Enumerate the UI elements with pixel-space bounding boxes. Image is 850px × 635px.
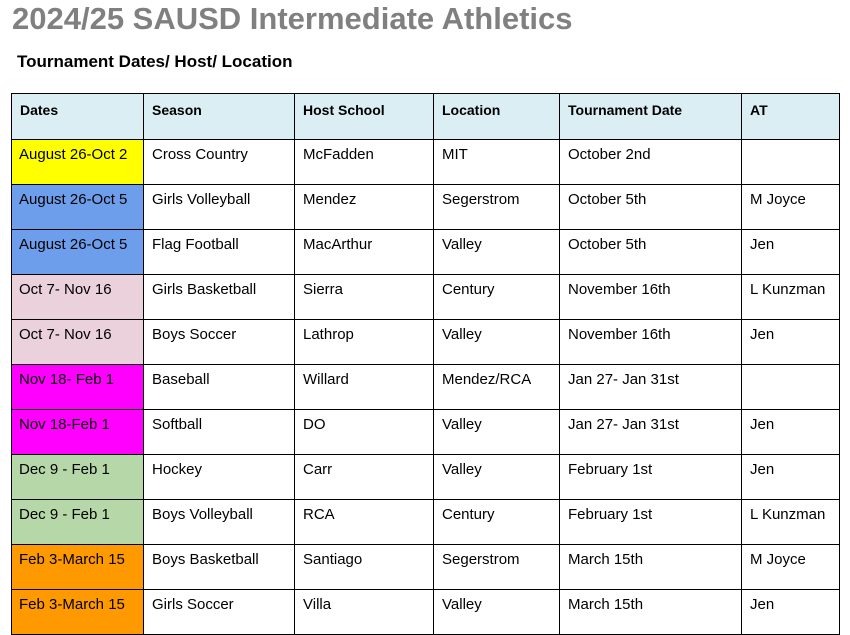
tournament-date-cell: Jan 27- Jan 31st bbox=[560, 410, 742, 455]
dates-cell: Oct 7- Nov 16 bbox=[12, 320, 144, 365]
location-cell: Valley bbox=[434, 320, 560, 365]
column-header-dates: Dates bbox=[12, 94, 144, 140]
table-row bbox=[12, 500, 840, 545]
host-school-cell: Sierra bbox=[295, 275, 434, 320]
table-row bbox=[12, 230, 840, 275]
season-cell: Boys Soccer bbox=[144, 320, 295, 365]
table-row bbox=[12, 455, 840, 500]
dates-cell: Nov 18-Feb 1 bbox=[12, 410, 144, 455]
location-cell: Valley bbox=[434, 230, 560, 275]
location-cell: Valley bbox=[434, 410, 560, 455]
dates-cell: August 26-Oct 5 bbox=[12, 230, 144, 275]
tournament-date-cell: March 15th bbox=[560, 545, 742, 590]
season-cell: Softball bbox=[144, 410, 295, 455]
season-cell: Girls Soccer bbox=[144, 590, 295, 635]
table-row bbox=[12, 590, 840, 635]
table-row bbox=[12, 365, 840, 410]
column-header-host-school: Host School bbox=[295, 94, 434, 140]
at-cell: M Joyce bbox=[742, 545, 840, 590]
location-cell: Segerstrom bbox=[434, 545, 560, 590]
location-cell: Valley bbox=[434, 590, 560, 635]
at-cell: L Kunzman bbox=[742, 275, 840, 320]
dates-cell: August 26-Oct 5 bbox=[12, 185, 144, 230]
season-cell: Cross Country bbox=[144, 140, 295, 185]
dates-cell: Oct 7- Nov 16 bbox=[12, 275, 144, 320]
at-cell: Jen bbox=[742, 590, 840, 635]
tournament-date-cell: February 1st bbox=[560, 455, 742, 500]
dates-cell: August 26-Oct 2 bbox=[12, 140, 144, 185]
season-cell: Flag Football bbox=[144, 230, 295, 275]
table-row bbox=[12, 410, 840, 455]
location-cell: Mendez/RCA bbox=[434, 365, 560, 410]
at-cell: Jen bbox=[742, 455, 840, 500]
host-school-cell: Santiago bbox=[295, 545, 434, 590]
season-cell: Baseball bbox=[144, 365, 295, 410]
host-school-cell: RCA bbox=[295, 500, 434, 545]
dates-cell: Nov 18- Feb 1 bbox=[12, 365, 144, 410]
at-cell: Jen bbox=[742, 320, 840, 365]
tournament-date-cell: October 2nd bbox=[560, 140, 742, 185]
dates-cell: Feb 3-March 15 bbox=[12, 545, 144, 590]
column-header-at: AT bbox=[742, 94, 840, 140]
at-cell: Jen bbox=[742, 410, 840, 455]
season-cell: Girls Basketball bbox=[144, 275, 295, 320]
tournament-date-cell: October 5th bbox=[560, 185, 742, 230]
tournament-date-cell: February 1st bbox=[560, 500, 742, 545]
location-cell: Valley bbox=[434, 455, 560, 500]
tournament-date-cell: November 16th bbox=[560, 320, 742, 365]
page-subtitle: Tournament Dates/ Host/ Location bbox=[17, 52, 293, 71]
location-cell: Century bbox=[434, 275, 560, 320]
at-cell: Jen bbox=[742, 230, 840, 275]
column-header-location: Location bbox=[434, 94, 560, 140]
tournament-date-cell: Jan 27- Jan 31st bbox=[560, 365, 742, 410]
tournament-date-cell: October 5th bbox=[560, 230, 742, 275]
host-school-cell: MacArthur bbox=[295, 230, 434, 275]
host-school-cell: Willard bbox=[295, 365, 434, 410]
column-header-season: Season bbox=[144, 94, 295, 140]
dates-cell: Feb 3-March 15 bbox=[12, 590, 144, 635]
table-body bbox=[12, 140, 840, 635]
host-school-cell: Carr bbox=[295, 455, 434, 500]
at-cell bbox=[742, 365, 840, 410]
season-cell: Hockey bbox=[144, 455, 295, 500]
host-school-cell: Lathrop bbox=[295, 320, 434, 365]
table-header-row bbox=[12, 94, 840, 140]
host-school-cell: DO bbox=[295, 410, 434, 455]
table-row bbox=[12, 320, 840, 365]
host-school-cell: Villa bbox=[295, 590, 434, 635]
page-title: 2024/25 SAUSD Intermediate Athletics bbox=[12, 1, 573, 36]
tournament-table bbox=[11, 93, 840, 635]
table-row bbox=[12, 275, 840, 320]
tournament-date-cell: March 15th bbox=[560, 590, 742, 635]
season-cell: Girls Volleyball bbox=[144, 185, 295, 230]
at-cell: L Kunzman bbox=[742, 500, 840, 545]
host-school-cell: Mendez bbox=[295, 185, 434, 230]
dates-cell: Dec 9 - Feb 1 bbox=[12, 500, 144, 545]
table-row bbox=[12, 140, 840, 185]
at-cell bbox=[742, 140, 840, 185]
host-school-cell: McFadden bbox=[295, 140, 434, 185]
season-cell: Boys Basketball bbox=[144, 545, 295, 590]
column-header-tournament-date: Tournament Date bbox=[560, 94, 742, 140]
table-row bbox=[12, 545, 840, 590]
tournament-date-cell: November 16th bbox=[560, 275, 742, 320]
at-cell: M Joyce bbox=[742, 185, 840, 230]
location-cell: Segerstrom bbox=[434, 185, 560, 230]
table-row bbox=[12, 185, 840, 230]
season-cell: Boys Volleyball bbox=[144, 500, 295, 545]
location-cell: MIT bbox=[434, 140, 560, 185]
location-cell: Century bbox=[434, 500, 560, 545]
dates-cell: Dec 9 - Feb 1 bbox=[12, 455, 144, 500]
